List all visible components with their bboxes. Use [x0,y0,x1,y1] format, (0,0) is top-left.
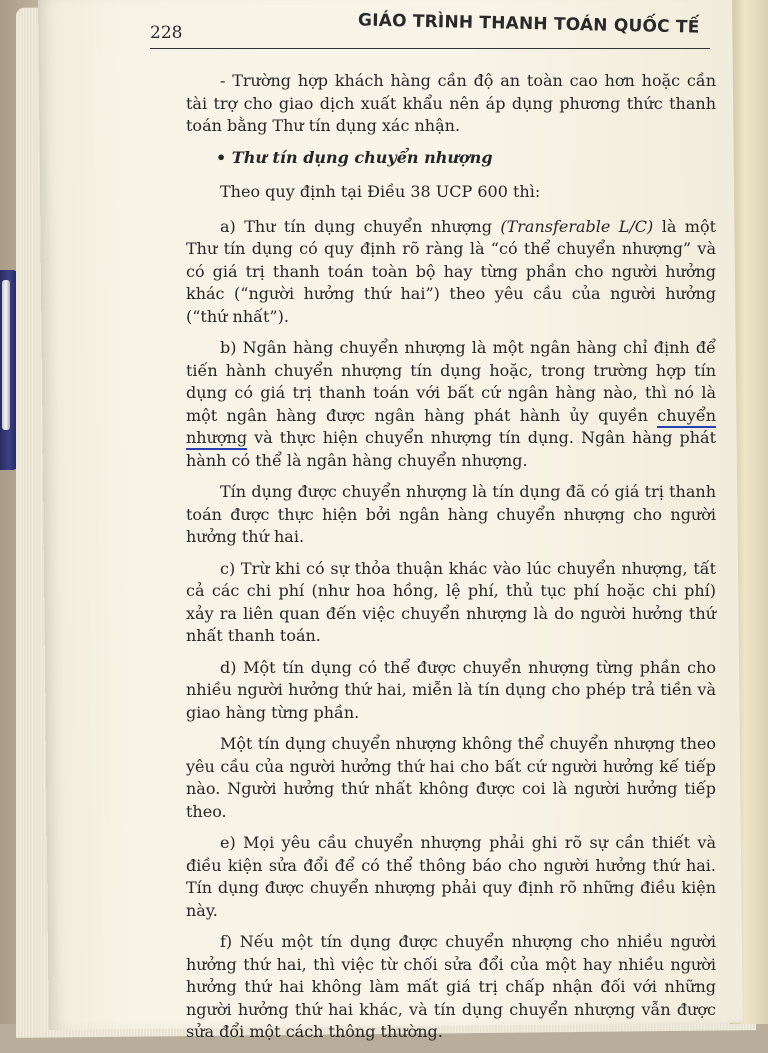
running-title: GIÁO TRÌNH THANH TOÁN QUỐC TẾ [358,10,701,38]
page-body [186,70,716,1053]
paragraph: c) Trừ khi có sự thỏa thuận khác vào lúc chuyển nhượng, tất cả các chi phí (như hoa hồng, lệ phí, thủ tục phí hoặc chi phí) xảy ra liên quan đến việc chuyển nhượng là do người hưởng thứ nhất thanh toán. [186,558,716,645]
paragraph: Tín dụng được chuyển nhượng là tín dụng đã có giá trị thanh toán được thực hiện bởi ngân hàng chuyển nhượng cho người hưởng thứ hai. [186,482,716,546]
pen-underlined-word: chuyển nhượng [186,406,716,451]
italic-term: (Transferable L/C) [500,216,654,236]
page-number: 228 [150,23,183,43]
paragraph: d) Một tín dụng có thể được chuyển nhượng từng phần cho nhiều người hưởng thứ hai, miễn là tín dụng cho phép trả tiền và giao hàng từng phần. [186,657,716,722]
paragraph: - Trường hợp khách hàng cần độ an toàn cao hơn hoặc cần tài trợ cho giao dịch xuất khẩu nên áp dụng phương thức thanh toán bằng Thư tín dụng xác nhận. [186,71,716,135]
paragraph: Theo quy định tại Điều 38 UCP 600 thì: [220,182,541,201]
section-heading: • Thư tín dụng chuyển nhượng [216,147,493,167]
text-run: và thực hiện chuyển nhượng tín dụng. Ngân hàng phát hành có thể là ngân hàng chuyển nhượng. [186,428,716,470]
pen-clip [2,280,10,430]
paragraph [186,216,716,329]
text-run: b) Ngân hàng chuyển nhượng là một ngân hàng chỉ định để tiến hành chuyển nhượng tín dụng hoặc, trong trường hợp tín dụng có giá trị thanh toán với bất cứ ngân hàng nào, thì nó là một ngân hàng được ngân hàng phát hành ủy quyền [186,338,716,425]
paragraph: e) Mọi yêu cầu chuyển nhượng phải ghi rõ sự cần thiết và điều kiện sửa đổi để có thể thông báo cho người hưởng thứ hai. Tín dụng được chuyển nhượng phải quy định rõ những điều kiện này. [186,833,716,920]
paragraph [186,337,716,472]
text-run: a) Thư tín dụng chuyển nhượng [220,216,501,236]
paragraph: Một tín dụng chuyển nhượng không thể chuyển nhượng theo yêu cầu của người hưởng thứ hai cho bất cứ người hưởng kế tiếp nào. Người hưởng thứ nhất không được coi là người hưởng tiếp theo. [186,734,716,821]
page-header [150,10,710,49]
text-run: là một Thư tín dụng có quy định rõ ràng là “có thể chuyển nhượng” và có giá trị thanh toán toàn bộ hay từng phần cho người hưởng khác (“người hưởng thứ hai”) theo yêu cầu của người hưởng (“thứ nhất”). [186,216,716,326]
paragraph: f) Nếu một tín dụng được chuyển nhượng cho nhiều người hưởng thứ hai, thì việc từ chối sửa đổi của một hay nhiều người hưởng thứ hai không làm mất giá trị chấp nhận đối với những người hưởng thứ hai khác, và tín dụng chuyển nhượng vẫn được sửa đổi một cách thông thường. [186,932,716,1041]
